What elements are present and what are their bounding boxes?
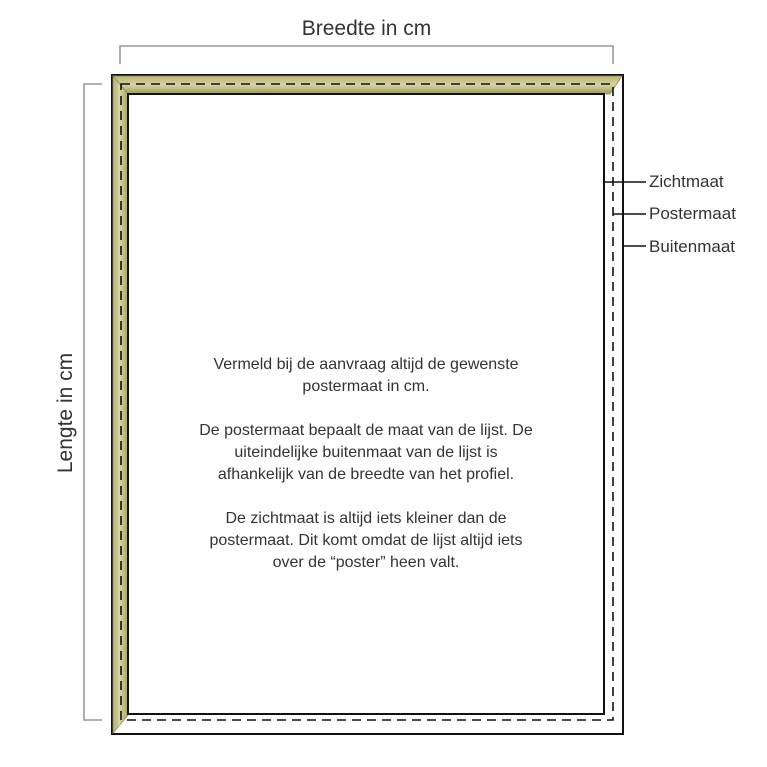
buitenmaat-label: Buitenmaat: [649, 237, 735, 256]
width-dimension-line: [120, 46, 613, 64]
zichtmaat-label: Zichtmaat: [649, 172, 724, 191]
length-dimension-line: [84, 84, 102, 720]
info-text: [196, 354, 536, 574]
info-paragraph-2: De postermaat bepaalt de maat van de lijst. De uiteindelijke buitenmaat van de lijst is afhankelijk van de breedte van het profiel.: [199, 422, 533, 483]
length-label: Lengte in cm: [54, 352, 77, 474]
postermaat-label: Postermaat: [649, 204, 736, 223]
frame-profile-top: [113, 76, 622, 94]
width-label: Breedte in cm: [301, 17, 432, 40]
info-paragraph-1: Vermeld bij de aanvraag altijd de gewenste postermaat in cm.: [213, 356, 519, 395]
info-paragraph-3: De zichtmaat is altijd iets kleiner dan de postermaat. Dit komt omdat de lijst altijd iets over de “poster” heen valt.: [209, 510, 523, 571]
